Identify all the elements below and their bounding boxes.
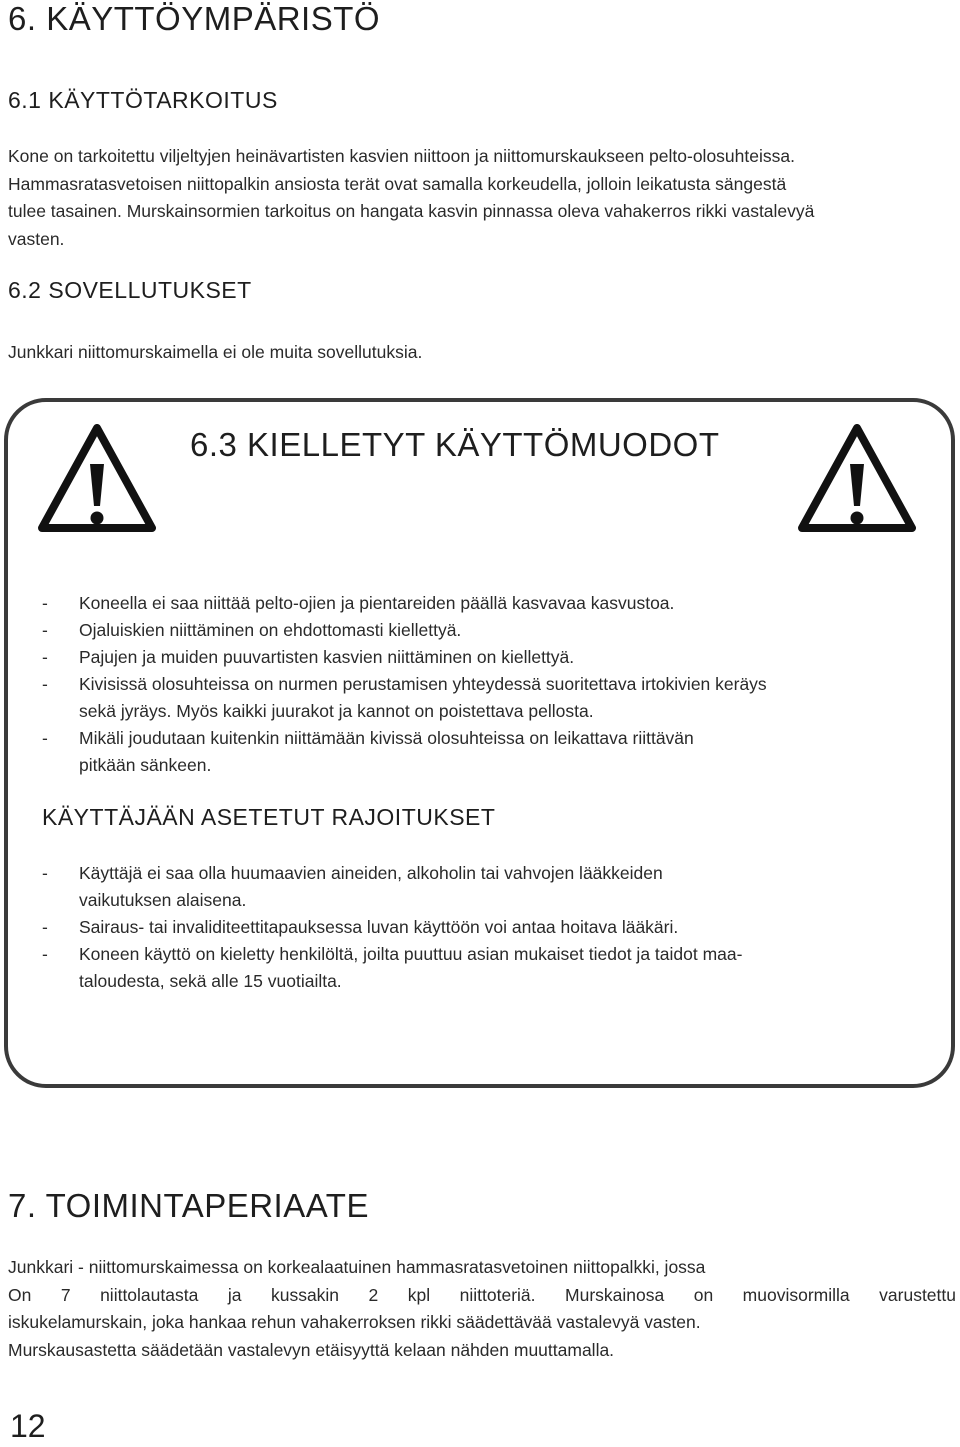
list-dash: - bbox=[42, 863, 48, 883]
list-item bbox=[42, 725, 942, 779]
list-dash: - bbox=[42, 620, 48, 640]
section-6-1-body bbox=[8, 143, 956, 253]
list-item bbox=[42, 590, 942, 617]
section-7-line: iskukelamurskain, joka hankaa rehun vahakerroksen rikki säädettävää vastalevyä vasten. bbox=[8, 1312, 701, 1332]
list-item bbox=[42, 644, 942, 671]
list-dash: - bbox=[42, 917, 48, 937]
list-item-line: Mikäli joudutaan kuitenkin niittämään kivissä olosuhteissa on leikattava riittävän bbox=[79, 728, 694, 748]
list-item-line: Kivisissä olosuhteissa on nurmen perustamisen yhteydessä suoritettava irtokivien keräys bbox=[79, 674, 767, 694]
list-item bbox=[42, 914, 942, 941]
list-dash: - bbox=[42, 647, 48, 667]
section-6-title: 6. KÄYTTÖYMPÄRISTÖ bbox=[8, 0, 381, 37]
section-6-1-line: Hammasratasvetoisen niittopalkin ansiosta terät ovat samalla korkeudella, jolloin leikatusta sängestä bbox=[8, 173, 787, 194]
list-dash: - bbox=[42, 944, 48, 964]
section-7-title: 7. TOIMINTAPERIAATE bbox=[8, 1187, 369, 1224]
warning-triangle-icon bbox=[798, 424, 916, 532]
list-item-line: Käyttäjä ei saa olla huumaavien aineiden, alkoholin tai vahvojen lääkkeiden bbox=[79, 863, 663, 883]
list-item-line: sekä jyräys. Myös kaikki juurakot ja kannot on poistettava pellosta. bbox=[79, 701, 594, 721]
list-item-line: Ojaluiskien niittäminen on ehdottomasti kiellettyä. bbox=[79, 620, 462, 640]
section-6-1-line: tulee tasainen. Murskainsormien tarkoitus on hangata kasvin pinnassa oleva vahakerros rikki vastalevyä bbox=[8, 201, 815, 221]
forbidden-uses-list bbox=[42, 590, 942, 779]
page-number: 12 bbox=[10, 1408, 46, 1444]
section-6-2-title: 6.2 SOVELLUTUKSET bbox=[8, 277, 252, 303]
list-item-line: Koneen käyttö on kieletty henkilöltä, joilta puuttuu asian mukaiset tiedot ja taidot maa- bbox=[79, 944, 743, 964]
section-6-3-title: 6.3 KIELLETYT KÄYTTÖMUODOT bbox=[190, 426, 720, 463]
list-dash: - bbox=[42, 593, 48, 613]
list-item bbox=[42, 617, 942, 644]
user-restrictions-title: KÄYTTÄJÄÄN ASETETUT RAJOITUKSET bbox=[42, 804, 496, 830]
list-item-line: taloudesta, sekä alle 15 vuotiailta. bbox=[79, 971, 342, 991]
section-7-line: On 7 niittolautasta ja kussakin 2 kpl niittoteriä. Murskainosa on muovisormilla varustettu bbox=[8, 1284, 956, 1305]
list-item-line: pitkään sänkeen. bbox=[79, 755, 212, 775]
section-6-1-line: vasten. bbox=[8, 228, 65, 249]
list-item bbox=[42, 671, 942, 725]
list-dash: - bbox=[42, 728, 48, 748]
list-dash: - bbox=[42, 674, 48, 694]
list-item bbox=[42, 860, 942, 914]
section-7-line: Junkkari - niittomurskaimessa on korkealaatuinen hammasratasvetoinen niittopalkki, jossa bbox=[8, 1257, 706, 1277]
restrictions-box bbox=[4, 398, 955, 1088]
list-item-line: Pajujen ja muiden puuvartisten kasvien niittäminen on kiellettyä. bbox=[79, 647, 575, 667]
section-6-1-title: 6.1 KÄYTTÖTARKOITUS bbox=[8, 87, 278, 113]
section-6-2-text: Junkkari niittomurskaimella ei ole muita sovellutuksia. bbox=[8, 342, 423, 362]
section-6-1-line: Kone on tarkoitettu viljeltyjen heinävartisten kasvien niittoon ja niittomurskaukseen pelto-olosuhteissa. bbox=[8, 146, 795, 166]
section-7-body bbox=[8, 1254, 956, 1364]
list-item-line: vaikutuksen alaisena. bbox=[79, 890, 247, 910]
list-item bbox=[42, 941, 942, 995]
list-item-line: Sairaus- tai invaliditeettitapauksessa luvan käyttöön voi antaa hoitava lääkäri. bbox=[79, 917, 679, 937]
user-restrictions-list bbox=[42, 860, 942, 995]
section-7-line: Murskausastetta säädetään vastalevyn etäisyyttä kelaan nähden muuttamalla. bbox=[8, 1339, 615, 1360]
list-item-line: Koneella ei saa niittää pelto-ojien ja pientareiden päällä kasvavaa kasvustoa. bbox=[79, 593, 675, 613]
warning-triangle-icon bbox=[38, 424, 156, 532]
